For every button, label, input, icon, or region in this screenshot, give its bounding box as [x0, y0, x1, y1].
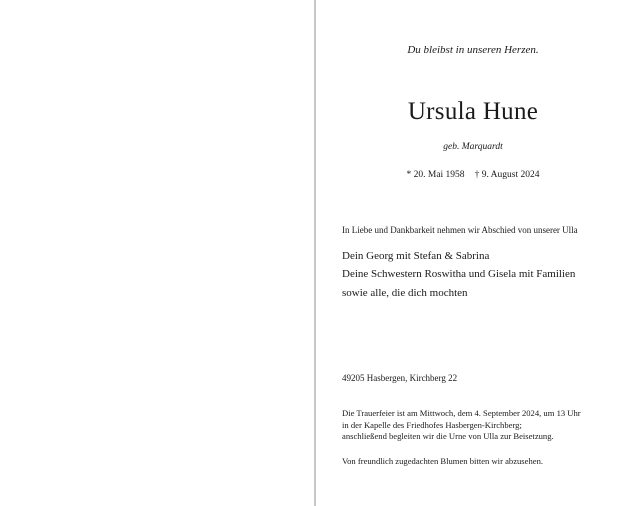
- service-line: anschließend begleiten wir die Urne von Ulla zur Beisetzung.: [342, 431, 554, 441]
- life-dates: [316, 170, 630, 180]
- obituary-card: [316, 0, 630, 506]
- family-line: Deine Schwestern Roswitha und Gisela mit Familien: [342, 268, 576, 280]
- birth-date: * 20. Mai 1958: [406, 170, 465, 180]
- farewell-intro: In Liebe und Dankbarkeit nehmen wir Abschied von unserer Ulla: [342, 225, 578, 235]
- flowers-note: Von freundlich zugedachten Blumen bitten wir abzusehen.: [342, 456, 544, 466]
- death-date: † 9. August 2024: [474, 170, 540, 180]
- motto-text: Du bleibst in unseren Herzen.: [407, 44, 539, 56]
- left-page-blank: [0, 0, 314, 506]
- service-info: [342, 408, 581, 443]
- address-text: 49205 Hasbergen, Kirchberg 22: [342, 373, 458, 383]
- deceased-name: Ursula Hune: [407, 98, 539, 125]
- family-line: sowie alle, die dich mochten: [342, 287, 468, 299]
- family-line: Dein Georg mit Stefan & Sabrina: [342, 250, 490, 262]
- service-line: Die Trauerfeier ist am Mittwoch, dem 4. September 2024, um 13 Uhr: [342, 408, 581, 418]
- birth-name: geb. Marquardt: [443, 142, 503, 152]
- service-line: in der Kapelle des Friedhofes Hasbergen-Kirchberg;: [342, 419, 522, 430]
